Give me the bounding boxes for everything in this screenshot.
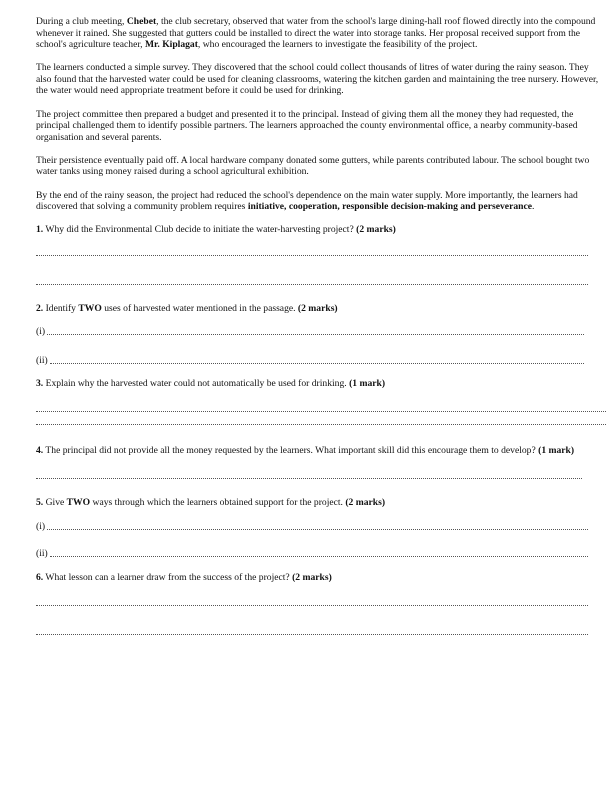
marks-label: (2 marks) [297, 302, 338, 314]
text-run: , who encouraged the learners to investigate the feasibility of the project. [197, 39, 478, 51]
question-number: 2. [36, 302, 44, 314]
item-label: (ii) [36, 548, 48, 560]
answer-line-ii[interactable] [36, 548, 588, 559]
passage-paragraph-3: The project committee then prepared a budget and presented it to the principal. Instead of giving them all the money they had requested, the principal challenged them to identify possible partners. The learners approached the county environmental office, a nearby community-based organisation and several parents. [36, 108, 578, 143]
question-number: 3. [36, 378, 44, 390]
question-2 [36, 303, 606, 315]
answer-line[interactable] [36, 633, 588, 635]
answer-dots[interactable] [50, 362, 584, 364]
question-text: Explain why the harvested water could not automatically be used for drinking. [43, 378, 350, 390]
emphasis: TWO [66, 496, 91, 508]
answer-line[interactable] [36, 423, 606, 425]
emphasis: TWO [78, 302, 102, 314]
question-1 [36, 224, 606, 236]
answer-line[interactable] [36, 477, 582, 479]
question-text: ways through which the learners obtained support for the project. [90, 496, 346, 508]
question-5 [36, 497, 606, 509]
passage-paragraph-4: Their persistence eventually paid off. A local hardware company donated some gutters, while parents contributed labour. The school bought two water tanks using money raised during a school agricultural exhibition. [36, 154, 590, 178]
answer-line[interactable] [36, 410, 606, 412]
text-run: . [531, 201, 535, 213]
name-kiplagat: Mr. Kiplagat [144, 39, 198, 51]
marks-label: (2 marks) [292, 572, 332, 584]
answer-line[interactable] [36, 283, 588, 285]
passage-paragraph-2: The learners conducted a simple survey. They discovered that the school could collect thousands of litres of water during the rainy season. They also found that the harvested water could be used for cleaning classrooms, watering the kitchen garden and maintaining the tree nursery. However, the water would need appropriate treatment before it could be used for drinking. [36, 62, 599, 97]
worksheet-page [36, 16, 606, 635]
answer-dots[interactable] [47, 528, 588, 530]
name-chebet: Chebet [126, 16, 157, 27]
item-label: (i) [36, 521, 46, 533]
question-number: 4. [36, 445, 44, 456]
answer-dots[interactable] [47, 333, 584, 335]
question-text: uses of harvested water mentioned in the passage. [101, 302, 298, 314]
marks-label: (2 marks) [345, 496, 386, 508]
question-text: Give [43, 496, 67, 508]
question-text: Identify [43, 302, 79, 314]
question-number: 1. [36, 224, 44, 236]
question-text: Why did the Environmental Club decide to initiate the water-harvesting project? [43, 224, 357, 236]
key-values: initiative, cooperation, responsible decision-making and perseverance [247, 201, 532, 213]
passage-paragraph-1 [36, 16, 606, 51]
item-label: (ii) [36, 355, 48, 367]
question-3 [36, 378, 606, 390]
answer-line-i[interactable] [36, 326, 584, 337]
text-run: By the end of the rainy season, the project had reduced the school's dependence on the main water supply. More importantly, the learners had discovered that solving a community problem requires [36, 189, 578, 213]
question-number: 5. [36, 496, 44, 508]
question-4 [36, 445, 606, 457]
item-label: (i) [36, 326, 46, 338]
question-6 [36, 572, 606, 584]
answer-line-i[interactable] [36, 521, 588, 532]
passage-paragraph-5 [36, 190, 606, 213]
answer-line[interactable] [36, 604, 588, 606]
question-number: 6. [36, 572, 44, 584]
question-text: The principal did not provide all the money requested by the learners. What important skill did this encourage them to develop? [43, 445, 539, 456]
answer-line-ii[interactable] [36, 355, 584, 366]
marks-label: (1 mark) [538, 445, 575, 456]
text-run: During a club meeting, [36, 16, 127, 27]
answer-line[interactable] [36, 254, 588, 256]
question-text: What lesson can a learner draw from the success of the project? [43, 572, 293, 584]
text-run: , the club secretary, observed that water from the school's large dining-hall roof flowed directly into the compound whenever it rained. She suggested that gutters could be installed to direct the water into storage tanks. Her proposal received support from the school's agriculture teacher, [36, 16, 596, 51]
marks-label: (2 marks) [356, 224, 396, 236]
answer-dots[interactable] [50, 555, 588, 557]
marks-label: (1 mark) [349, 378, 386, 390]
